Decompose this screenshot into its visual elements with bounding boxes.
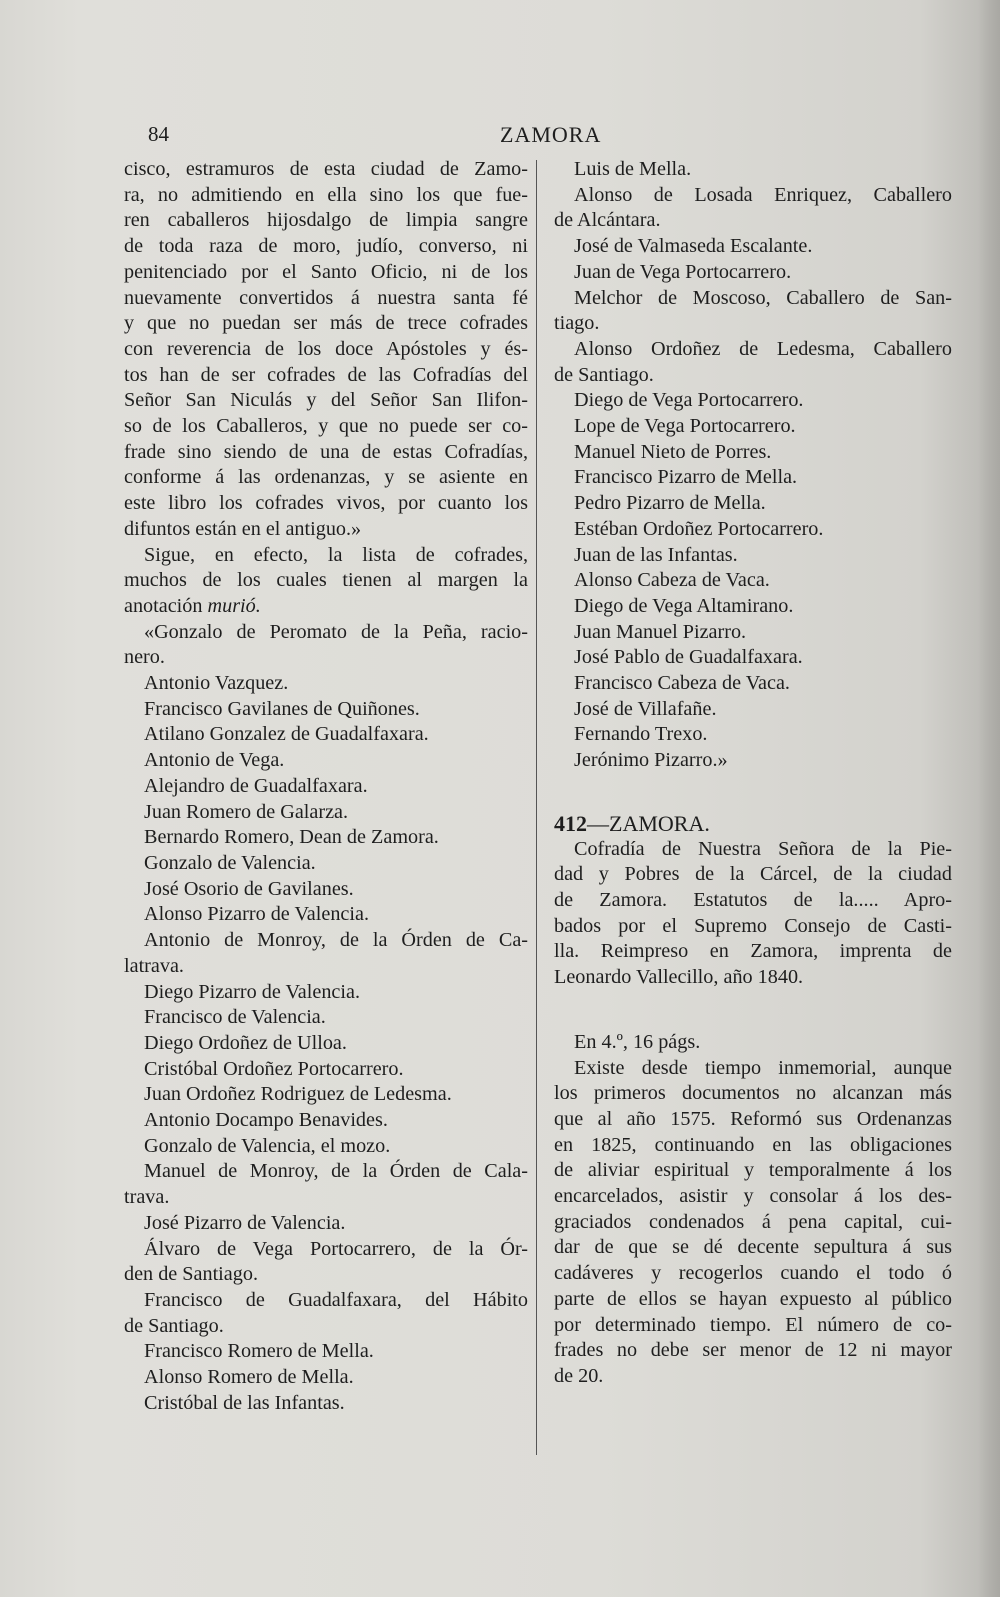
name-entry: Francisco Romero de Mella. [144,1340,374,1363]
paragraph-line: de toda raza de moro, judío, converso, ni [124,235,528,258]
description-line: los primeros documentos no alcanzan más [554,1082,952,1105]
entry-title-line: lla. Reimpreso en Zamora, imprenta de [554,940,952,963]
name-entry: Melchor de Moscoso, Caballero de San- [574,286,952,309]
name-entry: Diego de Vega Altamirano. [574,594,794,617]
name-entry: Lope de Vega Portocarrero. [574,415,796,438]
paragraph-line: ren caballeros hijosdalgo de limpia sangre [124,209,528,232]
name-entry: Cristóbal de las Infantas. [144,1391,345,1414]
paragraph-line: so de los Caballeros, y que no puede ser co- [124,415,528,438]
entry-title-line: Cofradía de Nuestra Señora de la Pie- [574,837,952,860]
name-entry: nero. [124,646,165,669]
paragraph-line: Señor San Niculás y del Señor San Ilifon- [124,389,528,412]
name-entry: Bernardo Romero, Dean de Zamora. [144,826,439,849]
name-entry: Juan de Vega Portocarrero. [574,260,792,283]
paragraph-line: Sigue, en efecto, la lista de cofrades, [144,543,528,566]
name-entry: Jerónimo Pizarro.» [574,749,728,772]
page-number: 84 [148,122,169,146]
name-entry: Alejandro de Guadalfaxara. [144,774,368,797]
description-line: en 1825, continuando en las obligaciones [554,1133,952,1156]
paragraph-line: con reverencia de los doce Apóstoles y és- [124,337,528,360]
name-entry: de Santiago. [554,363,654,386]
name-entry: Estéban Ordoñez Portocarrero. [574,517,824,540]
name-entry: Alonso Ordoñez de Ledesma, Caballero [574,337,952,360]
name-entry: Manuel de Monroy, de la Órden de Cala- [144,1160,528,1183]
paragraph-line: tos han de ser cofrades de las Cofradías del [124,363,528,386]
name-entry: «Gonzalo de Peromato de la Peña, racio- [144,620,528,643]
entry-title-line: de Zamora. Estatutos de la..... Apro- [554,888,952,911]
column-divider [536,160,537,1455]
name-entry: trava. [124,1186,170,1209]
paragraph-line: este libro los cofrades vivos, por cuanto los [124,492,528,515]
sigue-paragraph [124,543,528,620]
paragraph-line: difuntos están en el antiguo.» [124,517,362,540]
name-entry: Gonzalo de Valencia. [144,851,316,874]
name-entry: Gonzalo de Valencia, el mozo. [144,1134,391,1157]
entry-number: 412 [554,810,587,836]
name-entry: Manuel Nieto de Porres. [574,440,772,463]
name-entry: Francisco Gavilanes de Quiñones. [144,697,420,720]
entry-title-line: dad y Pobres de la Cárcel, de la ciudad [554,863,952,886]
description-line: por determinado tiempo. El número de co- [554,1313,952,1336]
paragraph-line: frade sino siendo de una de estas Cofradías, [124,440,528,463]
left-column [124,157,528,1416]
name-entry: tiago. [554,312,600,335]
name-entry: Alonso de Losada Enriquez, Caballero [574,183,952,206]
paragraph-line: nuevamente convertidos á nuestra santa fé [124,286,528,309]
name-entry: José Osorio de Gavilanes. [144,877,354,900]
name-entry: Diego de Vega Portocarrero. [574,389,804,412]
name-entry: Cristóbal Ordoñez Portocarrero. [144,1057,404,1080]
description-line: que al año 1575. Reformó sus Ordenanzas [554,1107,952,1130]
format-line: En 4.º, 16 págs. [574,1030,701,1053]
description-line: Existe desde tiempo inmemorial, aunque [574,1056,952,1079]
page-spine-shadow [978,0,1000,1597]
description-line: graciados condenados á pena capital, cui- [554,1210,952,1233]
name-entry: Alonso Pizarro de Valencia. [144,903,369,926]
paragraph-line: cisco, estramuros de esta ciudad de Zamo- [124,158,528,180]
name-entry: de Alcántara. [554,209,661,232]
name-entry: latrava. [124,954,184,977]
name-entry: Francisco de Valencia. [144,1006,326,1029]
paragraph-line: ra, no admitiendo en ella sino los que fue- [124,183,528,206]
description-line: frades no debe ser menor de 12 ni mayor [554,1339,952,1362]
name-entry: Pedro Pizarro de Mella. [574,492,766,515]
entry-title-line: Leonardo Vallecillo, año 1840. [554,966,804,989]
name-entry: Alonso Romero de Mella. [144,1366,354,1389]
name-entry: Diego Ordoñez de Ulloa. [144,1031,347,1054]
name-entry: Luis de Mella. [574,158,692,180]
name-entry: José Pablo de Guadalfaxara. [574,646,803,669]
name-entry: Juan Romero de Galarza. [144,800,349,823]
name-entry: den de Santiago. [124,1263,258,1286]
confrere-list-left [124,620,528,1417]
name-entry: Atilano Gonzalez de Guadalfaxara. [144,723,429,746]
paragraph-line: anotación murió. [124,594,261,617]
italic-note: murió. [207,594,261,617]
name-entry: Francisco Cabeza de Vaca. [574,672,790,695]
name-entry: Antonio de Vega. [144,749,285,772]
name-entry: Álvaro de Vega Portocarrero, de la Ór- [144,1237,528,1260]
name-entry: Antonio Docampo Benavides. [144,1109,388,1132]
name-entry: de Santiago. [124,1314,224,1337]
name-entry: Antonio de Monroy, de la Órden de Ca- [144,929,528,952]
entry-title-paragraph [554,837,952,991]
name-entry: Juan de las Infantas. [574,543,738,566]
right-column [554,157,952,1390]
description-line: cadáveres y recogerlos cuando el todo ó [554,1262,952,1285]
name-entry: Juan Ordoñez Rodriguez de Ledesma. [144,1083,452,1106]
name-entry: Diego Pizarro de Valencia. [144,980,360,1003]
description-line: encarcelados, asistir y consolar á los des- [554,1185,952,1208]
running-title: ZAMORA [500,122,602,147]
name-entry: Alonso Cabeza de Vaca. [574,569,770,592]
name-entry: Juan Manuel Pizarro. [574,620,747,643]
name-entry: Francisco Pizarro de Mella. [574,466,798,489]
description-line: de aliviar espiritual y temporalmente á los [554,1159,952,1182]
paragraph-line: muchos de los cuales tienen al margen la [124,569,528,592]
name-entry: José Pizarro de Valencia. [144,1211,346,1234]
entry-description [554,1056,952,1390]
paragraph-line: penitenciado por el Santo Oficio, ni de los [124,260,528,283]
name-entry: Fernando Trexo. [574,723,708,746]
entry-place: —ZAMORA. [587,810,710,836]
name-entry: Francisco de Guadalfaxara, del Hábito [144,1288,528,1311]
paragraph-line: y que no puedan ser más de trece cofrades [124,312,528,335]
confrere-list-right [554,157,952,774]
entry-title-line: bados por el Supremo Consejo de Casti- [554,914,952,937]
statute-quote-paragraph [124,157,528,543]
name-entry: Antonio Vazquez. [144,672,289,695]
description-line: dar de que se dé decente sepultura á sus [554,1236,952,1259]
name-entry: José de Villafañe. [574,697,717,720]
name-entry: José de Valmaseda Escalante. [574,235,813,258]
paragraph-line: conforme á las ordenanzas, y se asiente en [124,466,528,489]
description-line: de 20. [554,1364,604,1387]
description-line: parte de ellos se hayan expuesto al público [554,1287,952,1310]
entry-heading [554,811,952,837]
